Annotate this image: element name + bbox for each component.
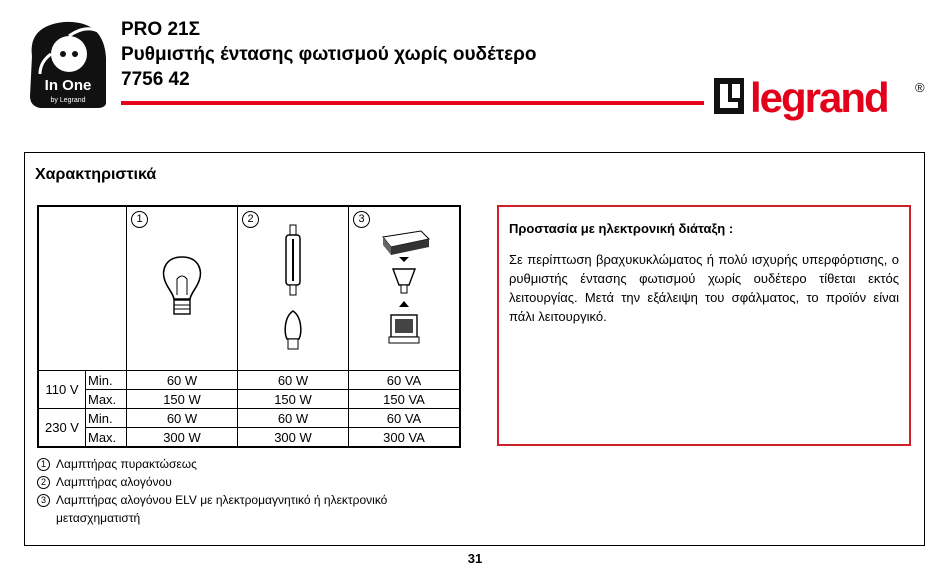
list-item: [37, 473, 466, 491]
note-number: 2: [37, 476, 50, 489]
table-cell: 60 W: [238, 371, 349, 390]
specs-table: [37, 205, 461, 448]
column-number: 1: [131, 211, 148, 228]
elv-transformer-halogen-icon: [349, 207, 459, 367]
protection-box: [497, 205, 911, 446]
row-label: Min.: [86, 409, 127, 428]
table-cell: 150 W: [238, 390, 349, 409]
table-row: [38, 206, 460, 371]
in-one-sub: by Legrand: [50, 97, 86, 104]
product-code: 7756 42: [121, 69, 190, 90]
column-number: 3: [353, 211, 370, 228]
empty-corner: [38, 206, 127, 371]
table-row: [38, 428, 460, 448]
registered-mark: ®: [915, 80, 925, 95]
note-number: 3: [37, 494, 50, 507]
protection-text: Σε περίπτωση βραχυκυκλώματος ή πολύ ισχυρής υπερφόρτισης, ο ρυθμιστής έντασης φωτισμού χωρίς ουδέτερο τίθεται εκτός λειτουργίας. Μετά την εξάλειψη του σφάλματος, το προϊόν είναι πάλι λειτουργικό.: [509, 252, 899, 324]
note-text: Λαμπτήρας αλογόνου ELV με ηλεκτρομαγνητικό ή ηλεκτρονικό μετασχηματιστή: [56, 493, 388, 525]
voltage-label: 110 V: [38, 371, 86, 409]
table-row: [38, 371, 460, 390]
list-item: [37, 491, 466, 527]
row-label: Max.: [86, 428, 127, 448]
list-item: [37, 455, 466, 473]
voltage-label: 230 V: [38, 409, 86, 448]
row-label: Max.: [86, 390, 127, 409]
legrand-wordmark: legrand: [750, 74, 888, 121]
page-number: 31: [467, 551, 483, 566]
model-name: PRO 21Σ: [121, 19, 200, 40]
column-number: 2: [242, 211, 259, 228]
column-3: [349, 206, 461, 371]
table-cell: 60 W: [127, 371, 238, 390]
in-one-logo: [26, 18, 108, 110]
note-text: Λαμπτήρας αλογόνου: [56, 475, 172, 489]
footnotes: [37, 455, 466, 527]
column-1: [127, 206, 238, 371]
table-cell: 150 VA: [349, 390, 461, 409]
header: [121, 17, 537, 92]
section-title: Χαρακτηριστικά: [35, 166, 157, 183]
table-cell: 300 VA: [349, 428, 461, 448]
protection-title: Προστασία με ηλεκτρονική διάταξη :: [509, 221, 734, 236]
in-one-text: In One: [44, 77, 92, 94]
table-cell: 60 W: [238, 409, 349, 428]
header-red-bar: [121, 101, 704, 105]
note-text: Λαμπτήρας πυρακτώσεως: [56, 457, 197, 471]
table-row: [38, 390, 460, 409]
table-cell: 300 W: [127, 428, 238, 448]
table-cell: 60 VA: [349, 409, 461, 428]
column-2: [238, 206, 349, 371]
page-title: Ρυθμιστής έντασης φωτισμού χωρίς ουδέτερο: [121, 44, 537, 65]
table-cell: 60 W: [127, 409, 238, 428]
halogen-lamp-icon: [238, 207, 348, 367]
table-cell: 150 W: [127, 390, 238, 409]
table-row: [38, 409, 460, 428]
table-cell: 300 W: [238, 428, 349, 448]
legrand-logo: [712, 72, 927, 130]
incandescent-bulb-icon: [127, 207, 237, 367]
row-label: Min.: [86, 371, 127, 390]
table-cell: 60 VA: [349, 371, 461, 390]
note-number: 1: [37, 458, 50, 471]
